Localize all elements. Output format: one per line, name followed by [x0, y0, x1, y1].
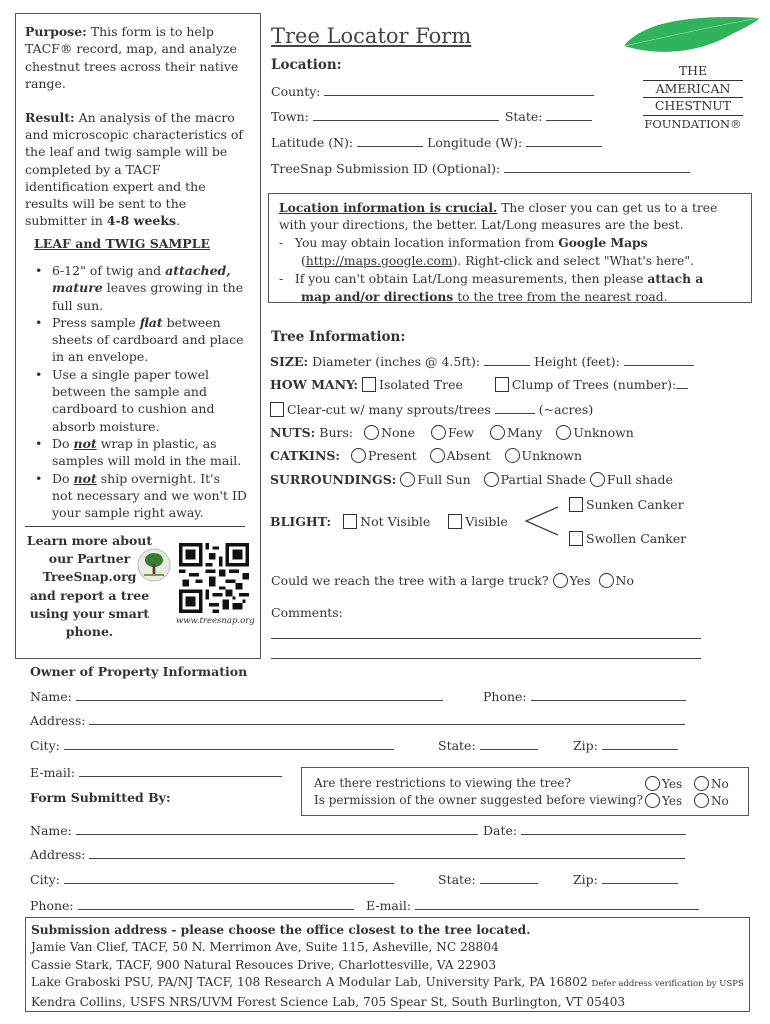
- swollen-canker-checkbox[interactable]: [569, 531, 583, 546]
- size-label: SIZE:: [270, 354, 309, 369]
- foundation-logo: THE AMERICAN CHESTNUT FOUNDATION®: [644, 63, 742, 131]
- treesnap-id-label: TreeSnap Submission ID (Optional):: [271, 161, 501, 176]
- address-charlottesville: Cassie Stark, TACF, 900 Natural Resouces Drive, Charlottesville, VA 22903: [31, 957, 497, 972]
- location-notice-text: Location information is crucial. The closer you can get us to a tree with your directions, the better. Lat/Long measures are the best. - You may obtain location information from Google Maps (http://maps.google.com). Right-click and select "What's here". - If you can't obtain Lat/Long measurements, then please attach a map and/or directions to the tree from the nearest road.: [279, 200, 718, 305]
- owner-state-field[interactable]: [480, 738, 538, 750]
- state-field[interactable]: [546, 109, 592, 121]
- burs-many-radio[interactable]: [490, 425, 505, 440]
- treesnap-logo-icon: [137, 548, 171, 582]
- catkins-row: CATKINS: Present Absent Unknown: [270, 448, 583, 463]
- owner-address-field[interactable]: [89, 713, 685, 725]
- result-text: submitter in: [25, 213, 103, 229]
- list-item: • Do not ship overnight. It's not necessary and we won't ID your sample right away.: [30, 470, 258, 522]
- submitter-address-field[interactable]: [89, 847, 685, 859]
- purpose-label: Purpose:: [25, 24, 87, 39]
- county-row: [271, 84, 594, 99]
- burs-unknown-radio[interactable]: [556, 425, 571, 440]
- burs-none-radio[interactable]: [364, 425, 379, 440]
- submitter-date-row: Date:: [483, 823, 686, 838]
- blight-label: BLIGHT:: [270, 514, 332, 529]
- permission-radios: Yes No: [645, 793, 729, 808]
- comments-label: Comments:: [271, 605, 343, 620]
- state-label: State:: [504, 109, 543, 124]
- restrictions-box: [301, 767, 749, 816]
- permission-yes-radio[interactable]: [645, 793, 660, 808]
- result-weeks: 4-8 weeks: [106, 213, 177, 229]
- partner-divider: [25, 526, 245, 527]
- owner-city-field[interactable]: [64, 738, 394, 750]
- sunken-canker-row: Sunken Canker: [569, 497, 684, 512]
- swollen-canker-row: Swollen Canker: [569, 531, 686, 546]
- not-visible-checkbox[interactable]: [343, 514, 357, 529]
- submitter-city-field[interactable]: [64, 872, 394, 884]
- permission-no-radio[interactable]: [694, 793, 709, 808]
- submitter-state-row: State:: [438, 872, 538, 887]
- town-label: Town:: [271, 109, 309, 124]
- burs-few-radio[interactable]: [431, 425, 446, 440]
- qr-code-icon[interactable]: [179, 543, 249, 613]
- result-text: results will be sent to the: [25, 196, 187, 212]
- howmany-row: HOW MANY: Isolated Tree Clump of Trees (number):: [270, 377, 688, 392]
- google-maps-link[interactable]: http://maps.google.com: [305, 253, 453, 268]
- surroundings-row: SURROUNDINGS: Full Sun Partial Shade Full shade: [270, 472, 673, 487]
- chestnut-leaf-icon: [622, 12, 762, 60]
- longitude-field[interactable]: [526, 135, 602, 147]
- county-field[interactable]: [324, 84, 594, 96]
- submitter-date-field[interactable]: [521, 823, 686, 835]
- address-burlington: Kendra Collins, USFS NRS/UVM Forest Science Lab, 705 Spear St, South Burlington, VT 05403: [31, 994, 626, 1009]
- treesnap-url[interactable]: www.treesnap.org: [176, 616, 255, 626]
- result-block: Result: An analysis of the macro and microscopic characteristics of the leaf and twig sample will be completed by a TACF identification expert and the results will be sent to the submitter in 4-8 weeks.: [25, 109, 255, 229]
- owner-name-row: Name:: [30, 689, 443, 704]
- treesnap-id-field[interactable]: [504, 161, 690, 173]
- restrictions-yes-radio[interactable]: [645, 776, 660, 791]
- size-row: [270, 354, 694, 369]
- owner-phone-row: Phone:: [483, 689, 686, 704]
- blight-row: BLIGHT: Not Visible Visible: [270, 514, 508, 529]
- submitted-heading: Form Submitted By:: [30, 790, 171, 805]
- list-item: • 6-12" of twig and attached, mature leaves growing in the full sun.: [30, 262, 258, 314]
- submission-heading: Submission address - please choose the office closest to the tree located.: [31, 923, 531, 937]
- latitude-field[interactable]: [357, 135, 423, 147]
- result-text: identification expert and the: [25, 178, 206, 194]
- submitter-name-field[interactable]: [76, 823, 478, 835]
- partner-text: Learn more about our Partner TreeSnap.org and report a tree using your smart phone.: [26, 533, 153, 640]
- submitter-phone-field[interactable]: [78, 898, 354, 910]
- purpose-text: This form is to help: [90, 24, 214, 39]
- county-label: County:: [271, 84, 321, 99]
- result-text: completed by a TACF: [25, 161, 161, 177]
- truck-row: Could we reach the tree with a large truck? Yes No: [271, 573, 634, 588]
- latitude-label: Latitude (N):: [271, 135, 354, 150]
- submitter-state-field[interactable]: [480, 872, 538, 884]
- submitter-zip-row: Zip:: [573, 872, 678, 887]
- purpose-text: TACF® record, map, and analyze: [25, 41, 237, 57]
- owner-email-row: E-mail:: [30, 765, 282, 780]
- page-title: Tree Locator Form: [271, 24, 472, 48]
- treesnap-id-row: [271, 161, 690, 176]
- truck-no-radio[interactable]: [599, 573, 614, 588]
- restrictions-no-radio[interactable]: [694, 776, 709, 791]
- purpose-block: [25, 23, 255, 92]
- catkins-label: CATKINS:: [270, 448, 341, 463]
- clearcut-checkbox[interactable]: [270, 402, 284, 417]
- restrictions-radios: Yes No: [645, 776, 729, 791]
- address-asheville: Jamie Van Clief, TACF, 50 N. Merrimon Ave, Suite 115, Asheville, NC 28804: [31, 940, 499, 955]
- partial-shade-radio[interactable]: [484, 472, 499, 487]
- result-text: the leaf and twig sample will be: [25, 144, 228, 160]
- sample-instructions: [30, 262, 258, 521]
- owner-zip-row: Zip:: [573, 738, 678, 753]
- notice-heading: Location information is crucial.: [279, 200, 498, 215]
- isolated-tree-checkbox[interactable]: [362, 377, 376, 392]
- sample-heading: LEAF and TWIG SAMPLE: [34, 236, 211, 251]
- result-text: and microscopic characteristics of: [25, 127, 244, 143]
- purpose-text: chestnut trees across their native: [25, 58, 239, 74]
- owner-zip-field[interactable]: [602, 738, 678, 750]
- town-field[interactable]: [313, 109, 499, 121]
- result-text: An analysis of the macro: [78, 110, 235, 125]
- visible-checkbox[interactable]: [448, 514, 462, 529]
- clearcut-field[interactable]: [495, 402, 535, 414]
- result-label: Result:: [25, 110, 75, 125]
- submission-addresses: [31, 922, 746, 1011]
- owner-state-row: State:: [438, 738, 538, 753]
- height-label: Height (feet):: [534, 354, 620, 369]
- diameter-label: Diameter (inches @ 4.5ft):: [312, 354, 481, 369]
- height-field[interactable]: [624, 354, 694, 366]
- owner-address-row: Address:: [30, 713, 685, 728]
- clump-checkbox[interactable]: [495, 377, 509, 392]
- clump-field[interactable]: [676, 377, 688, 389]
- sunken-canker-checkbox[interactable]: [569, 497, 583, 512]
- full-shade-radio[interactable]: [590, 472, 605, 487]
- nuts-label: NUTS:: [270, 425, 316, 440]
- catkins-absent-radio[interactable]: [430, 448, 445, 463]
- tree-info-heading: Tree Information:: [271, 329, 406, 345]
- submitter-name-row: Name:: [30, 823, 478, 838]
- owner-email-field[interactable]: [79, 765, 282, 777]
- submitter-city-row: City:: [30, 872, 394, 887]
- purpose-text: range.: [25, 75, 66, 91]
- owner-heading: Owner of Property Information: [30, 664, 248, 679]
- restrictions-row: Are there restrictions to viewing the tree?: [314, 776, 571, 790]
- owner-name-field[interactable]: [76, 689, 443, 701]
- diameter-field[interactable]: [484, 354, 530, 366]
- clearcut-row: Clear-cut w/ many sprouts/trees (~acres): [270, 402, 593, 417]
- latlong-row: [271, 135, 602, 150]
- address-university-park: Lake Graboski PSU, PA/NJ TACF, 108 Research A Modular Lab, University Park, PA 16802 Defer address verification by USPS: [31, 975, 744, 990]
- list-item: • Use a single paper towel between the sample and cardboard to cushion and absorb moisture.: [30, 366, 258, 435]
- list-item: • Press sample flat between sheets of cardboard and place in an envelope.: [30, 314, 258, 366]
- comments-line[interactable]: [271, 658, 701, 659]
- usps-note: Defer address verification by USPS: [591, 979, 744, 990]
- owner-phone-field[interactable]: [531, 689, 686, 701]
- owner-city-row: City:: [30, 738, 394, 753]
- submitter-email-field[interactable]: [415, 898, 699, 910]
- list-item: • Do not wrap in plastic, as samples will mold in the mail.: [30, 435, 258, 470]
- longitude-label: Longitude (W):: [427, 135, 523, 150]
- town-row: [271, 109, 592, 124]
- bracket-icon: [524, 505, 560, 537]
- surroundings-label: SURROUNDINGS:: [270, 472, 397, 487]
- full-sun-radio[interactable]: [400, 472, 415, 487]
- location-heading: Location:: [271, 57, 342, 73]
- catkins-present-radio[interactable]: [351, 448, 366, 463]
- submitter-phone-row: Phone:: [30, 898, 354, 913]
- truck-yes-radio[interactable]: [553, 573, 568, 588]
- howmany-label: HOW MANY:: [270, 377, 359, 392]
- permission-row: Is permission of the owner suggested before viewing?: [314, 793, 643, 807]
- submitter-address-row: Address:: [30, 847, 685, 862]
- truck-question: Could we reach the tree with a large truck?: [271, 573, 549, 588]
- comments-line[interactable]: [271, 638, 701, 639]
- submitter-zip-field[interactable]: [602, 872, 678, 884]
- submitter-email-row: E-mail:: [366, 898, 699, 913]
- nuts-row: NUTS: Burs: None Few Many Unknown: [270, 425, 634, 440]
- catkins-unknown-radio[interactable]: [505, 448, 520, 463]
